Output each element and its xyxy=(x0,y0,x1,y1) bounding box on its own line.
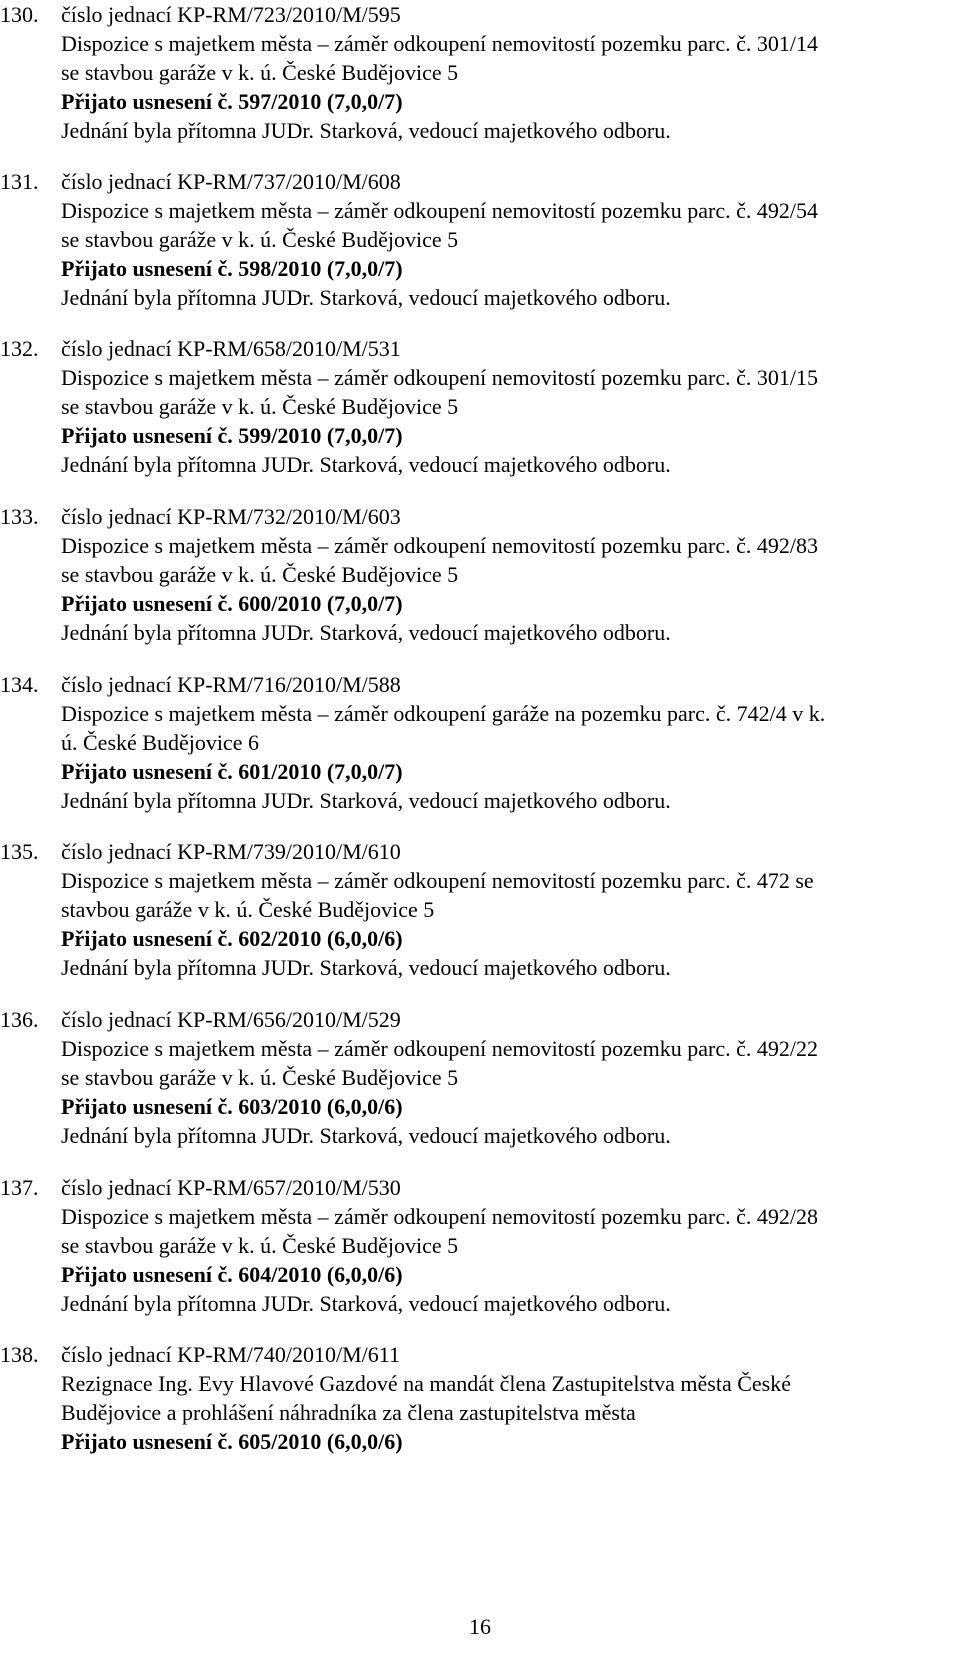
attendance-note: Jednání byla přítomna JUDr. Starková, vedoucí majetkového odboru. xyxy=(61,118,671,143)
attendance-note: Jednání byla přítomna JUDr. Starková, vedoucí majetkového odboru. xyxy=(61,955,671,980)
resolution-line: Přijato usnesení č. 605/2010 (6,0,0/6) xyxy=(61,1429,403,1454)
resolution-line: Přijato usnesení č. 604/2010 (6,0,0/6) xyxy=(61,1262,403,1287)
item-description: Dispozice s majetkem města – záměr odkoupení nemovitostí pozemku parc. č. 492/28 xyxy=(61,1204,818,1229)
item-description-continued: se stavbou garáže v k. ú. České Budějovice 5 xyxy=(61,562,459,587)
item-number: 136. xyxy=(0,1007,39,1032)
item-description-continued: se stavbou garáže v k. ú. České Budějovice 5 xyxy=(61,60,459,85)
page-number: 16 xyxy=(469,1614,491,1639)
item-number: 137. xyxy=(0,1175,39,1200)
item-description-continued: se stavbou garáže v k. ú. České Budějovice 5 xyxy=(61,227,459,252)
item-description: Dispozice s majetkem města – záměr odkoupení nemovitostí pozemku parc. č. 301/15 xyxy=(61,365,818,390)
item-number: 131. xyxy=(0,169,39,194)
reference-number: číslo jednací KP-RM/716/2010/M/588 xyxy=(61,672,401,697)
item-description: Dispozice s majetkem města – záměr odkoupení nemovitostí pozemku parc. č. 492/22 xyxy=(61,1036,818,1061)
item-body xyxy=(61,1005,956,1150)
item-number: 134. xyxy=(0,672,39,697)
attendance-note: Jednání byla přítomna JUDr. Starková, vedoucí majetkového odboru. xyxy=(61,285,671,310)
item-body xyxy=(61,1340,956,1456)
reference-number: číslo jednací KP-RM/737/2010/M/608 xyxy=(61,169,401,194)
item-description-continued: ú. České Budějovice 6 xyxy=(61,730,259,755)
reference-number: číslo jednací KP-RM/656/2010/M/529 xyxy=(61,1007,401,1032)
item-description-continued: se stavbou garáže v k. ú. České Budějovice 5 xyxy=(61,1065,459,1090)
item-number: 132. xyxy=(0,336,39,361)
reference-number: číslo jednací KP-RM/657/2010/M/530 xyxy=(61,1175,401,1200)
attendance-note: Jednání byla přítomna JUDr. Starková, vedoucí majetkového odboru. xyxy=(61,620,671,645)
item-description-continued: se stavbou garáže v k. ú. České Budějovice 5 xyxy=(61,394,459,419)
resolution-line: Přijato usnesení č. 602/2010 (6,0,0/6) xyxy=(61,926,403,951)
reference-number: číslo jednací KP-RM/740/2010/M/611 xyxy=(61,1342,400,1367)
reference-number: číslo jednací KP-RM/723/2010/M/595 xyxy=(61,2,401,27)
item-description: Dispozice s majetkem města – záměr odkoupení nemovitostí pozemku parc. č. 492/54 xyxy=(61,198,818,223)
reference-number: číslo jednací KP-RM/739/2010/M/610 xyxy=(61,839,401,864)
item-description: Rezignace Ing. Evy Hlavové Gazdové na mandát člena Zastupitelstva města České xyxy=(61,1371,792,1396)
attendance-note: Jednání byla přítomna JUDr. Starková, vedoucí majetkového odboru. xyxy=(61,1291,671,1316)
item-number: 130. xyxy=(0,2,39,27)
item-number: 138. xyxy=(0,1342,39,1367)
item-description-continued: Budějovice a prohlášení náhradníka za člena zastupitelstva města xyxy=(61,1400,636,1425)
attendance-note: Jednání byla přítomna JUDr. Starková, vedoucí majetkového odboru. xyxy=(61,1123,671,1148)
item-description: Dispozice s majetkem města – záměr odkoupení nemovitostí pozemku parc. č. 492/83 xyxy=(61,533,818,558)
item-body xyxy=(61,334,956,479)
item-body xyxy=(61,167,956,312)
item-number: 135. xyxy=(0,839,39,864)
item-description: Dispozice s majetkem města – záměr odkoupení garáže na pozemku parc. č. 742/4 v k. xyxy=(61,701,826,726)
item-description: Dispozice s majetkem města – záměr odkoupení nemovitostí pozemku parc. č. 301/14 xyxy=(61,31,818,56)
item-description-continued: se stavbou garáže v k. ú. České Budějovice 5 xyxy=(61,1233,459,1258)
item-body xyxy=(61,670,956,815)
item-body xyxy=(61,837,956,982)
attendance-note: Jednání byla přítomna JUDr. Starková, vedoucí majetkového odboru. xyxy=(61,452,671,477)
resolution-line: Přijato usnesení č. 599/2010 (7,0,0/7) xyxy=(61,423,403,448)
resolution-line: Přijato usnesení č. 600/2010 (7,0,0/7) xyxy=(61,591,403,616)
resolution-line: Přijato usnesení č. 603/2010 (6,0,0/6) xyxy=(61,1094,403,1119)
reference-number: číslo jednací KP-RM/732/2010/M/603 xyxy=(61,504,401,529)
attendance-note: Jednání byla přítomna JUDr. Starková, vedoucí majetkového odboru. xyxy=(61,788,671,813)
item-body xyxy=(61,0,956,145)
item-description-continued: stavbou garáže v k. ú. České Budějovice 5 xyxy=(61,897,435,922)
reference-number: číslo jednací KP-RM/658/2010/M/531 xyxy=(61,336,401,361)
resolution-line: Přijato usnesení č. 597/2010 (7,0,0/7) xyxy=(61,89,403,114)
item-body xyxy=(61,502,956,647)
item-body xyxy=(61,1173,956,1318)
item-description: Dispozice s majetkem města – záměr odkoupení nemovitostí pozemku parc. č. 472 se xyxy=(61,868,814,893)
resolution-line: Přijato usnesení č. 601/2010 (7,0,0/7) xyxy=(61,759,403,784)
resolution-line: Přijato usnesení č. 598/2010 (7,0,0/7) xyxy=(61,256,403,281)
item-number: 133. xyxy=(0,504,39,529)
